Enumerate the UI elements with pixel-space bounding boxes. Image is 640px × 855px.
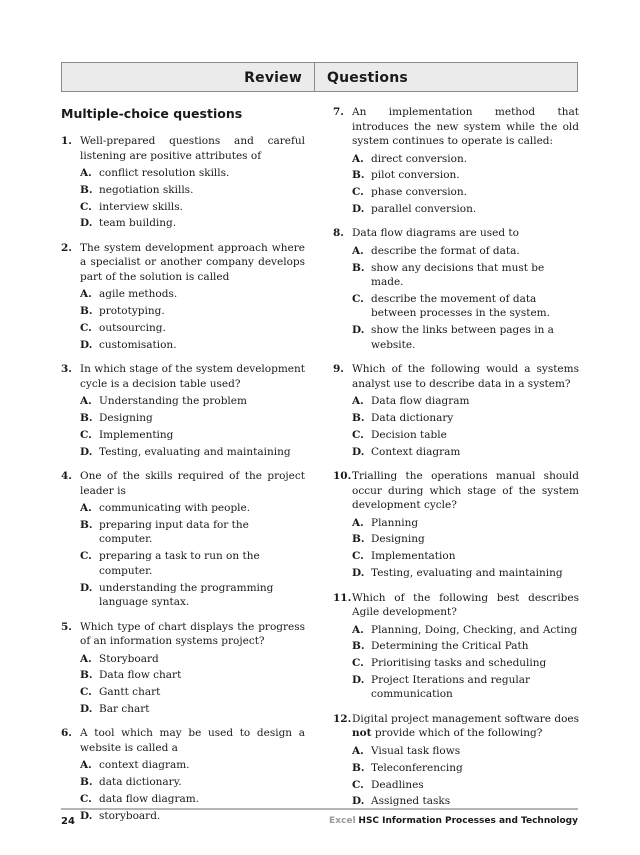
option-c — [333, 549, 579, 564]
option-letter: C. — [80, 428, 92, 441]
option-letter: A. — [352, 395, 364, 408]
question-stem: Which of the following would a systems analyst use to describe data in a system? — [352, 363, 579, 390]
section-heading: Multiple-choice questions — [61, 106, 243, 121]
option-letter: C. — [80, 686, 92, 699]
question-10 — [333, 469, 579, 580]
option-letter: B. — [80, 412, 93, 425]
option-text: parallel conversion. — [371, 202, 477, 215]
option-a — [61, 287, 305, 302]
option-letter: B. — [352, 533, 365, 546]
option-text: Data flow diagram — [371, 395, 470, 408]
option-letter: C. — [352, 292, 364, 305]
option-letter: A. — [80, 652, 92, 665]
option-text: Visual task flows — [371, 744, 461, 757]
option-c — [61, 792, 305, 807]
option-letter: A. — [352, 152, 364, 165]
banner-review-label: Review — [62, 63, 315, 91]
option-letter: A. — [80, 288, 92, 301]
option-text: Designing — [371, 533, 425, 546]
question-stem: One of the skills required of the project leader is — [80, 470, 305, 497]
footer-brand: Excel — [329, 816, 356, 826]
left-column — [61, 134, 305, 833]
question-number: 1. — [61, 135, 72, 147]
option-text: prototyping. — [99, 305, 165, 318]
option-text: conflict resolution skills. — [99, 167, 230, 179]
question-12 — [333, 712, 579, 809]
question-4 — [61, 469, 305, 609]
option-d — [333, 202, 579, 217]
question-5 — [61, 620, 305, 717]
question-stem: Which of the following best describes Agile development? — [352, 591, 579, 619]
option-text: Planning, Doing, Checking, and Acting — [371, 623, 578, 636]
option-letter: D. — [352, 673, 365, 686]
option-d — [61, 216, 305, 231]
option-c — [61, 321, 305, 336]
option-c — [333, 656, 579, 671]
footer-divider — [61, 808, 578, 810]
option-b — [61, 183, 305, 198]
option-text: Implementation — [371, 550, 456, 563]
option-c — [333, 778, 579, 793]
header-banner — [61, 62, 578, 92]
question-stem: An implementation method that introduces the new system while the old system continues to operate is called: — [352, 106, 579, 147]
question-number: 2. — [61, 241, 72, 254]
option-text: customisation. — [99, 338, 177, 351]
option-a — [61, 758, 305, 773]
option-text: Bar chart — [99, 702, 150, 715]
option-letter: B. — [352, 761, 365, 774]
option-letter: C. — [352, 550, 364, 563]
option-letter: D. — [80, 445, 93, 458]
footer-book-title — [329, 816, 578, 826]
option-a — [333, 152, 579, 167]
option-letter: A. — [80, 759, 92, 772]
question-number: 5. — [61, 620, 72, 633]
option-text: Data flow chart — [99, 669, 182, 682]
question-number: 8. — [333, 227, 344, 240]
option-text: describe the format of data. — [371, 244, 520, 257]
option-b — [333, 168, 579, 183]
option-letter: D. — [352, 202, 365, 215]
option-text: Storyboard — [99, 652, 159, 665]
option-d — [61, 581, 305, 610]
question-2 — [61, 241, 305, 352]
option-d — [333, 445, 579, 460]
option-letter: B. — [80, 669, 93, 682]
option-c — [333, 428, 579, 443]
option-letter: C. — [80, 793, 92, 806]
option-a — [61, 394, 305, 409]
option-letter: A. — [352, 244, 364, 257]
option-text: interview skills. — [99, 200, 183, 213]
option-a — [333, 623, 579, 638]
option-letter: A. — [80, 167, 92, 179]
option-text: communicating with people. — [99, 502, 251, 515]
option-c — [61, 200, 305, 215]
question-3 — [61, 362, 305, 459]
option-text: Testing, evaluating and maintaining — [99, 445, 291, 458]
option-letter: C. — [352, 778, 364, 791]
option-text: phase conversion. — [371, 186, 467, 199]
option-a — [333, 516, 579, 531]
option-text: describe the movement of data between processes in the system. — [371, 292, 550, 320]
question-stem: Which type of chart displays the progress of an information systems project? — [80, 620, 305, 648]
option-text: Teleconferencing — [371, 761, 463, 774]
stem-part: provide which of the following? — [371, 727, 543, 740]
question-11 — [333, 591, 579, 702]
question-stem: Data flow diagrams are used to — [352, 227, 519, 240]
question-stem: The system development approach where a specialist or another company develops part of the solution is called — [80, 241, 305, 283]
option-text: understanding the programming language syntax. — [99, 581, 274, 609]
option-d — [333, 673, 579, 702]
question-number: 11. — [333, 591, 352, 604]
option-d — [61, 338, 305, 353]
option-letter: B. — [352, 169, 365, 182]
option-text: Data dictionary — [371, 412, 454, 425]
option-text: show any decisions that must be made. — [371, 261, 545, 289]
option-d — [333, 794, 579, 809]
option-a — [61, 501, 305, 516]
option-c — [333, 292, 579, 321]
option-b — [333, 639, 579, 654]
option-letter: D. — [352, 445, 365, 458]
banner-questions-label: Questions — [327, 70, 408, 86]
option-c — [61, 685, 305, 700]
option-text: Decision table — [371, 428, 447, 441]
question-stem — [352, 712, 579, 741]
question-1 — [61, 134, 305, 231]
option-letter: B. — [80, 305, 93, 318]
option-letter: A. — [80, 502, 92, 515]
question-stem: Trialling the operations manual should occur during which stage of the system development cycle? — [352, 470, 579, 512]
right-column — [333, 105, 579, 819]
option-text: data flow diagram. — [99, 793, 200, 806]
question-number: 6. — [61, 727, 72, 740]
option-letter: C. — [80, 321, 92, 334]
option-letter: D. — [80, 338, 93, 351]
question-number: 4. — [61, 470, 72, 483]
option-text: Assigned tasks — [371, 795, 451, 808]
question-number: 12. — [333, 712, 352, 725]
option-b — [61, 668, 305, 683]
option-letter: D. — [80, 581, 93, 594]
option-b — [61, 411, 305, 426]
option-c — [61, 549, 305, 578]
option-b — [333, 261, 579, 290]
option-text: pilot conversion. — [371, 169, 460, 182]
option-letter: D. — [352, 795, 365, 808]
question-stem: A tool which may be used to design a website is called a — [80, 727, 305, 754]
option-a — [333, 244, 579, 259]
option-letter: C. — [352, 186, 364, 199]
option-text: Testing, evaluating and maintaining — [371, 567, 563, 580]
option-d — [61, 809, 305, 824]
option-b — [61, 518, 305, 547]
stem-part: Digital project management software does — [352, 712, 579, 725]
option-text: Understanding the problem — [99, 395, 247, 408]
option-letter: B. — [352, 412, 365, 425]
option-letter: D. — [352, 324, 365, 337]
option-letter: D. — [80, 702, 93, 715]
option-c — [61, 428, 305, 443]
footer-title-text: HSC Information Processes and Technology — [358, 816, 578, 826]
option-letter: B. — [80, 776, 93, 789]
option-text: Project Iterations and regular communication — [371, 673, 530, 701]
option-b — [333, 761, 579, 776]
option-letter: D. — [80, 217, 93, 230]
option-text: Implementing — [99, 428, 174, 441]
option-letter: A. — [352, 516, 364, 529]
question-stem: Well-prepared questions and careful listening are positive attributes of — [80, 135, 305, 162]
option-text: preparing input data for the computer. — [99, 518, 249, 546]
option-letter: A. — [352, 744, 364, 757]
option-text: Planning — [371, 516, 419, 529]
question-stem: In which stage of the system development cycle is a decision table used? — [80, 363, 305, 390]
option-c — [333, 185, 579, 200]
option-text: Determining the Critical Path — [371, 640, 529, 653]
option-text: negotiation skills. — [99, 183, 194, 196]
option-text: outsourcing. — [99, 321, 166, 334]
question-7 — [333, 105, 579, 216]
option-text: Deadlines — [371, 778, 424, 791]
option-a — [61, 166, 305, 181]
option-b — [333, 532, 579, 547]
question-number: 10. — [333, 470, 352, 483]
option-d — [61, 702, 305, 717]
option-letter: D. — [80, 809, 93, 822]
question-number: 3. — [61, 363, 72, 376]
option-text: storyboard. — [99, 809, 161, 822]
question-number: 9. — [333, 363, 344, 376]
option-text: team building. — [99, 217, 177, 230]
option-b — [61, 775, 305, 790]
option-b — [333, 411, 579, 426]
page-number: 24 — [61, 816, 75, 827]
option-text: preparing a task to run on the computer. — [99, 550, 260, 577]
option-text: agile methods. — [99, 288, 178, 301]
option-text: context diagram. — [99, 759, 190, 772]
option-letter: B. — [352, 261, 365, 274]
option-letter: A. — [80, 395, 92, 408]
option-text: Prioritising tasks and scheduling — [371, 657, 547, 670]
option-letter: B. — [80, 518, 93, 531]
option-a — [61, 652, 305, 667]
option-letter: C. — [352, 657, 364, 670]
option-d — [333, 566, 579, 581]
option-a — [333, 394, 579, 409]
option-text: Designing — [99, 412, 153, 425]
option-d — [333, 323, 579, 352]
option-letter: C. — [352, 428, 364, 441]
option-letter: C. — [80, 550, 92, 563]
question-8 — [333, 226, 579, 352]
option-letter: D. — [352, 567, 365, 580]
option-text: show the links between pages in a website. — [371, 324, 554, 351]
option-text: direct conversion. — [371, 152, 468, 165]
question-9 — [333, 362, 579, 459]
stem-emphasis: not — [352, 727, 372, 740]
option-text: data dictionary. — [99, 776, 182, 789]
option-text: Gantt chart — [99, 686, 161, 699]
option-letter: B. — [352, 640, 365, 653]
option-letter: C. — [80, 200, 92, 213]
option-text: Context diagram — [371, 445, 461, 458]
question-number: 7. — [333, 106, 344, 118]
option-b — [61, 304, 305, 319]
option-a — [333, 744, 579, 759]
option-d — [61, 445, 305, 460]
option-letter: B. — [80, 183, 93, 196]
option-letter: A. — [352, 623, 364, 636]
